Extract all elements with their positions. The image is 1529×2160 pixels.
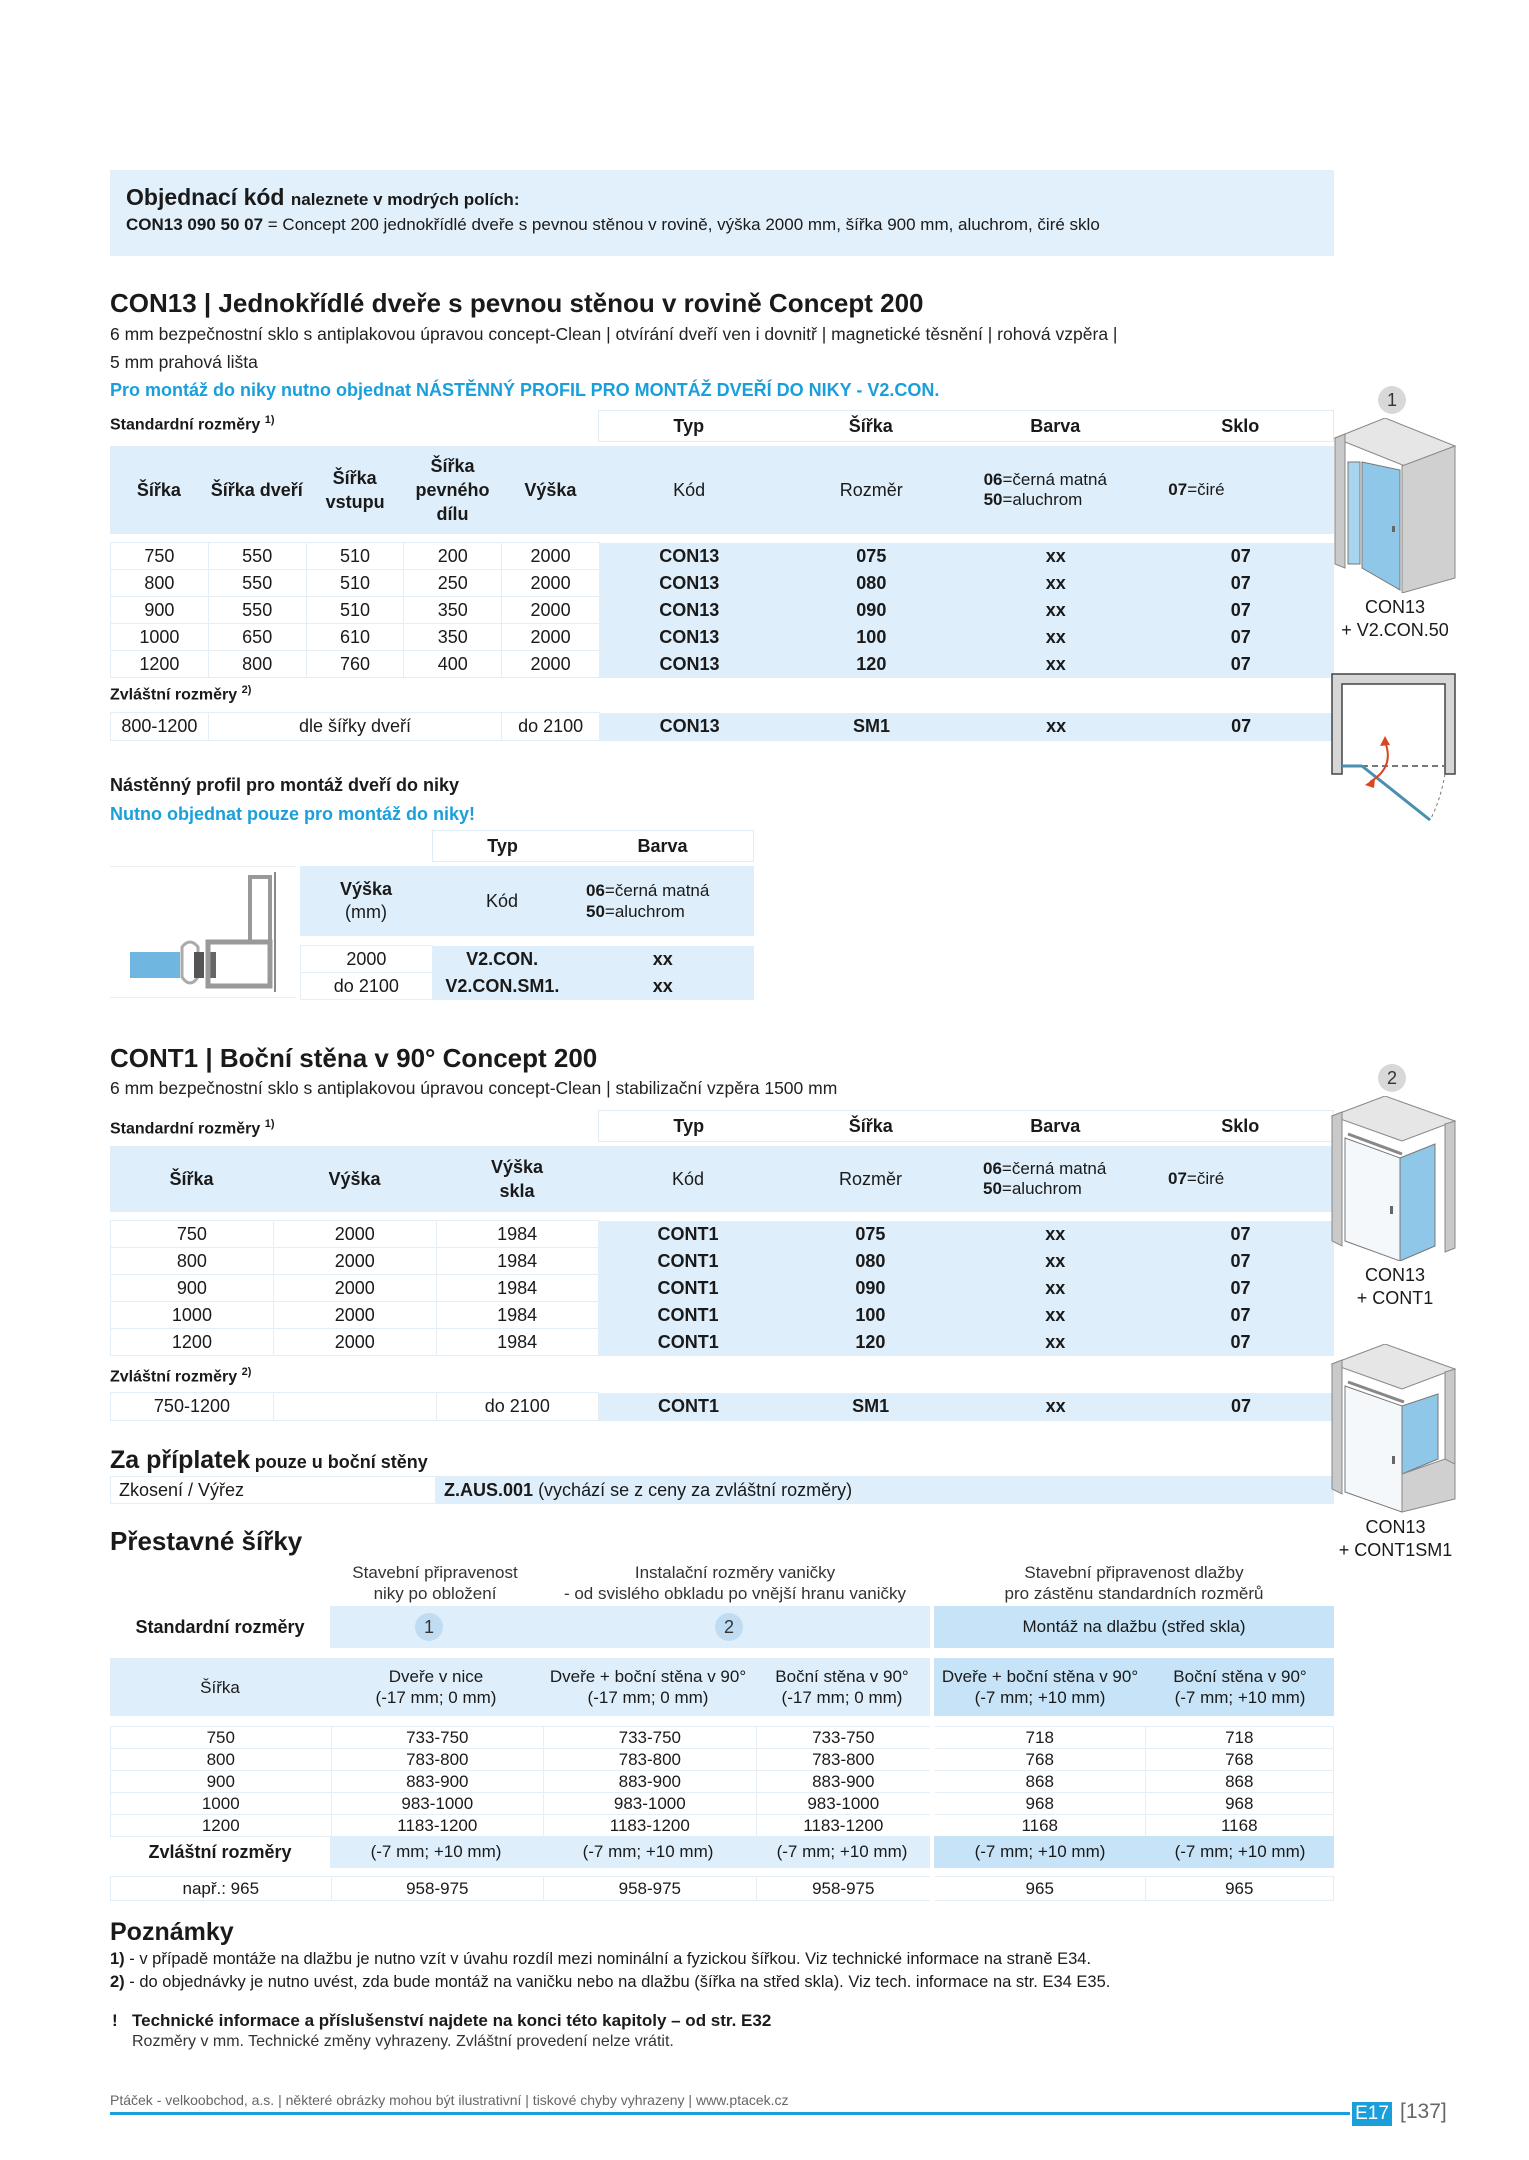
notes-list xyxy=(110,1948,1110,1994)
door-sidewall-illustration xyxy=(1330,1096,1460,1261)
con13-std-label: Standardní rozměry $^{1)}$ xyxy=(110,414,275,434)
door-swing-icon xyxy=(1330,672,1460,832)
table-row: 750 2000 1984 CONT1 075 xx 07 xyxy=(111,1221,1334,1248)
cont1-type-header: Typ Šířka Barva Sklo xyxy=(598,1110,1334,1142)
table-row: 1200 800 760 400 2000 CON13 120 xx 07 xyxy=(111,651,1334,678)
figure-1-label: CON13 + V2.CON.50 xyxy=(1341,597,1449,640)
con13-table xyxy=(110,542,1334,678)
table-row: 900 883-900 883-900 883-900 868 868 xyxy=(111,1771,1334,1793)
cont1-glass-legend: 07=čiré xyxy=(1168,1169,1225,1188)
con13-description: 6 mm bezpečnostní sklo s antiplakovou úpravou concept-Clean | otvírání dveří ven i dovnitř | magnetické těsnění | rohová vzpěra | 5 mm prahová lišta xyxy=(110,324,1118,372)
shower-niche-icon xyxy=(1330,418,1460,593)
note-2: 2) - do objednávky je nutno uvést, zda bude montáž na vaničku nebo na dlažbu (šířka na střed skla). Viz tech. informace na str. E34 E35. xyxy=(110,1973,1111,1991)
order-code-example: CON13 090 50 07 = Concept 200 jednokřídlé dveře s pevnou stěnou v rovině, výška 2000 mm, šířka 900 mm, aluchrom, čiré sklo xyxy=(126,215,1100,234)
table-row: 800-1200 dle šířky dveří do 2100 CON13 SM1 xx 07 xyxy=(111,713,1335,741)
cont1-std-label: Standardní rozměry $^{1)}$ xyxy=(110,1118,275,1138)
widths-group-head-2: Instalační rozměry vaničky - od svislého obkladu po vnější hranu vaničky xyxy=(563,1563,907,1603)
con13-title: CON13 | Jednokřídlé dveře s pevnou stěnou v rovině Concept 200 xyxy=(110,288,924,318)
cont1-special-label: Zvláštní rozměry $^{2)}$ xyxy=(110,1366,252,1386)
table-row: 800 550 510 250 2000 CON13 080 xx 07 xyxy=(111,570,1334,597)
table-row: 1200 1183-1200 1183-1200 1183-1200 1168 1168 xyxy=(111,1815,1334,1837)
table-row: 800 2000 1984 CONT1 080 xx 07 xyxy=(111,1248,1334,1275)
widths-std-label: Standardní rozměry xyxy=(135,1617,305,1637)
order-code-box xyxy=(110,170,1334,256)
section-badge: E17 xyxy=(1352,2102,1392,2126)
door-sidewall-sm1-illustration xyxy=(1330,1344,1460,1514)
profile-table xyxy=(300,945,754,1000)
profile-column-header: Výška (mm) Kód 06=černá matná 50=aluchrom xyxy=(300,866,754,936)
widths-column-header: Šířka Dveře v nice (-17 mm; 0 mm) Dveře + boční stěna v 90° (-17 mm; 0 mm) Boční stěna v 90° (-17 mm; 0 mm) xyxy=(110,1658,930,1716)
note-1: 1) - v případě montáže na dlažbu je nutno vzít v úvahu rozdíl mezi nominální a fyzickou šířkou. Viz technické informace na straně E34. xyxy=(110,1950,1092,1968)
order-code-title: Objednací kód naleznete v modrých polích: xyxy=(126,184,520,210)
con13-special-table xyxy=(110,712,1334,741)
badge-1: 1 xyxy=(415,1613,443,1641)
cont1-special-table xyxy=(110,1392,1334,1421)
shower-niche-illustration xyxy=(1330,418,1460,593)
con13-column-header: Šířka Šířka dveří Šířka vstupu Šířka pevného dílu Výška Kód Rozměr 06=černá matná 50=aluchrom 07=čiré xyxy=(110,446,1334,534)
table-row: 750 550 510 200 2000 CON13 075 xx 07 xyxy=(111,543,1334,570)
con13-glass-legend: 07=čiré xyxy=(1168,480,1225,499)
footer-text: Ptáček - velkoobchod, a.s. | některé obrázky mohou být ilustrativní | tiskové chyby vyhrazeny | www.ptacek.cz xyxy=(110,2092,789,2108)
door-sidewall-sm1-icon xyxy=(1330,1344,1460,1514)
con13-special-label: Zvláštní rozměry $^{2)}$ xyxy=(110,684,252,704)
con13-type-header: Typ Šířka Barva Sklo xyxy=(598,410,1334,442)
cont1-description: 6 mm bezpečnostní sklo s antiplakovou úpravou concept-Clean | stabilizační vzpěra 1500 mm xyxy=(110,1078,838,1098)
widths-group-head-3: Stavební připravenost dlažby pro zástěnu standardních rozměrů xyxy=(1004,1563,1264,1603)
page-number: [137] xyxy=(1400,2100,1447,2123)
badge-2: 2 xyxy=(715,1613,743,1641)
wall-profile-icon xyxy=(110,867,296,999)
warning-icon: ! xyxy=(112,2011,118,2030)
widths-example-table xyxy=(110,1876,1334,1901)
widths-std-band xyxy=(330,1606,930,1648)
notes-title: Poznámky xyxy=(110,1918,234,1946)
table-row: 1000 650 610 350 2000 CON13 100 xx 07 xyxy=(111,624,1334,651)
widths-tile-header: Dveře + boční stěna v 90° (-7 mm; +10 mm) Boční stěna v 90° (-7 mm; +10 mm) xyxy=(934,1658,1334,1716)
table-row: např.: 965 958-975 958-975 958-975 965 965 xyxy=(111,1877,1334,1901)
profile-title: Nástěnný profil pro montáž dveří do niky xyxy=(110,775,460,795)
profile-type-header: Typ Barva xyxy=(432,830,754,862)
widths-special-label: Zvláštní rozměry xyxy=(148,1842,292,1862)
table-row: 1200 2000 1984 CONT1 120 xx 07 xyxy=(111,1329,1334,1356)
widths-special-tile-tolerances: (-7 mm; +10 mm) (-7 mm; +10 mm) xyxy=(934,1836,1334,1868)
widths-title: Přestavné šířky xyxy=(110,1526,303,1556)
table-row: 900 550 510 350 2000 CON13 090 xx 07 xyxy=(111,597,1334,624)
table-row: 1000 983-1000 983-1000 983-1000 968 968 xyxy=(111,1793,1334,1815)
table-row: do 2100 V2.CON.SM1. xx xyxy=(301,973,754,1000)
figure-2-number: 2 xyxy=(1378,1064,1406,1092)
table-row: 2000 V2.CON. xx xyxy=(301,946,754,973)
cont1-color-legend: 06=černá matná 50=aluchrom xyxy=(983,1159,1107,1198)
figure-2-label: CON13 + CONT1 xyxy=(1356,1265,1434,1308)
tile-mount-label: Montáž na dlažbu (střed skla) xyxy=(934,1606,1334,1648)
door-swing-plan xyxy=(1330,672,1460,832)
cont1-title: CONT1 | Boční stěna v 90° Concept 200 xyxy=(110,1043,598,1073)
surcharge-row: Zkosení / Výřez Z.AUS.001 (vychází se z ceny za zvláštní rozměry) xyxy=(110,1476,1334,1504)
profile-note: Nutno objednat pouze pro montáž do niky! xyxy=(110,804,475,824)
table-row: 750-1200 do 2100 CONT1 SM1 xx 07 xyxy=(111,1393,1335,1421)
figure-3-label: CON13 + CONT1SM1 xyxy=(1338,1517,1453,1560)
cont1-table xyxy=(110,1220,1334,1356)
door-sidewall-icon xyxy=(1330,1096,1460,1261)
widths-special-tolerances: (-7 mm; +10 mm) (-7 mm; +10 mm) (-7 mm; +10 mm) xyxy=(330,1836,930,1868)
table-row: 900 2000 1984 CONT1 090 xx 07 xyxy=(111,1275,1334,1302)
footer-divider xyxy=(110,2112,1350,2115)
profile-color-legend: 06=černá matná 50=aluchrom xyxy=(586,881,710,921)
tech-info-notice: ! Technické informace a příslušenství najdete na konci této kapitoly – od str. E32 Rozměry v mm. Technické změny vyhrazeny. Zvláštní provedení nelze vrátit. xyxy=(112,2011,772,2050)
widths-group-head-1: Stavební připravenost niky po obložení xyxy=(352,1563,518,1603)
con13-color-legend: 06=černá matná 50=aluchrom xyxy=(983,470,1107,509)
table-row: 800 783-800 783-800 783-800 768 768 xyxy=(111,1749,1334,1771)
con13-niche-note: Pro montáž do niky nutno objednat NÁSTĚNNÝ PROFIL PRO MONTÁŽ DVEŘÍ DO NIKY - V2.CON. xyxy=(110,380,940,400)
wall-profile-image xyxy=(110,866,296,998)
surcharge-title: Za příplatek pouze u boční stěny xyxy=(110,1446,428,1474)
table-row: 1000 2000 1984 CONT1 100 xx 07 xyxy=(111,1302,1334,1329)
widths-table xyxy=(110,1726,1334,1837)
table-row: 750 733-750 733-750 733-750 718 718 xyxy=(111,1727,1334,1749)
cont1-column-header: Šířka Výška Výška skla Kód Rozměr 06=černá matná 50=aluchrom 07=čiré xyxy=(110,1146,1334,1212)
figure-1-number: 1 xyxy=(1378,386,1406,414)
